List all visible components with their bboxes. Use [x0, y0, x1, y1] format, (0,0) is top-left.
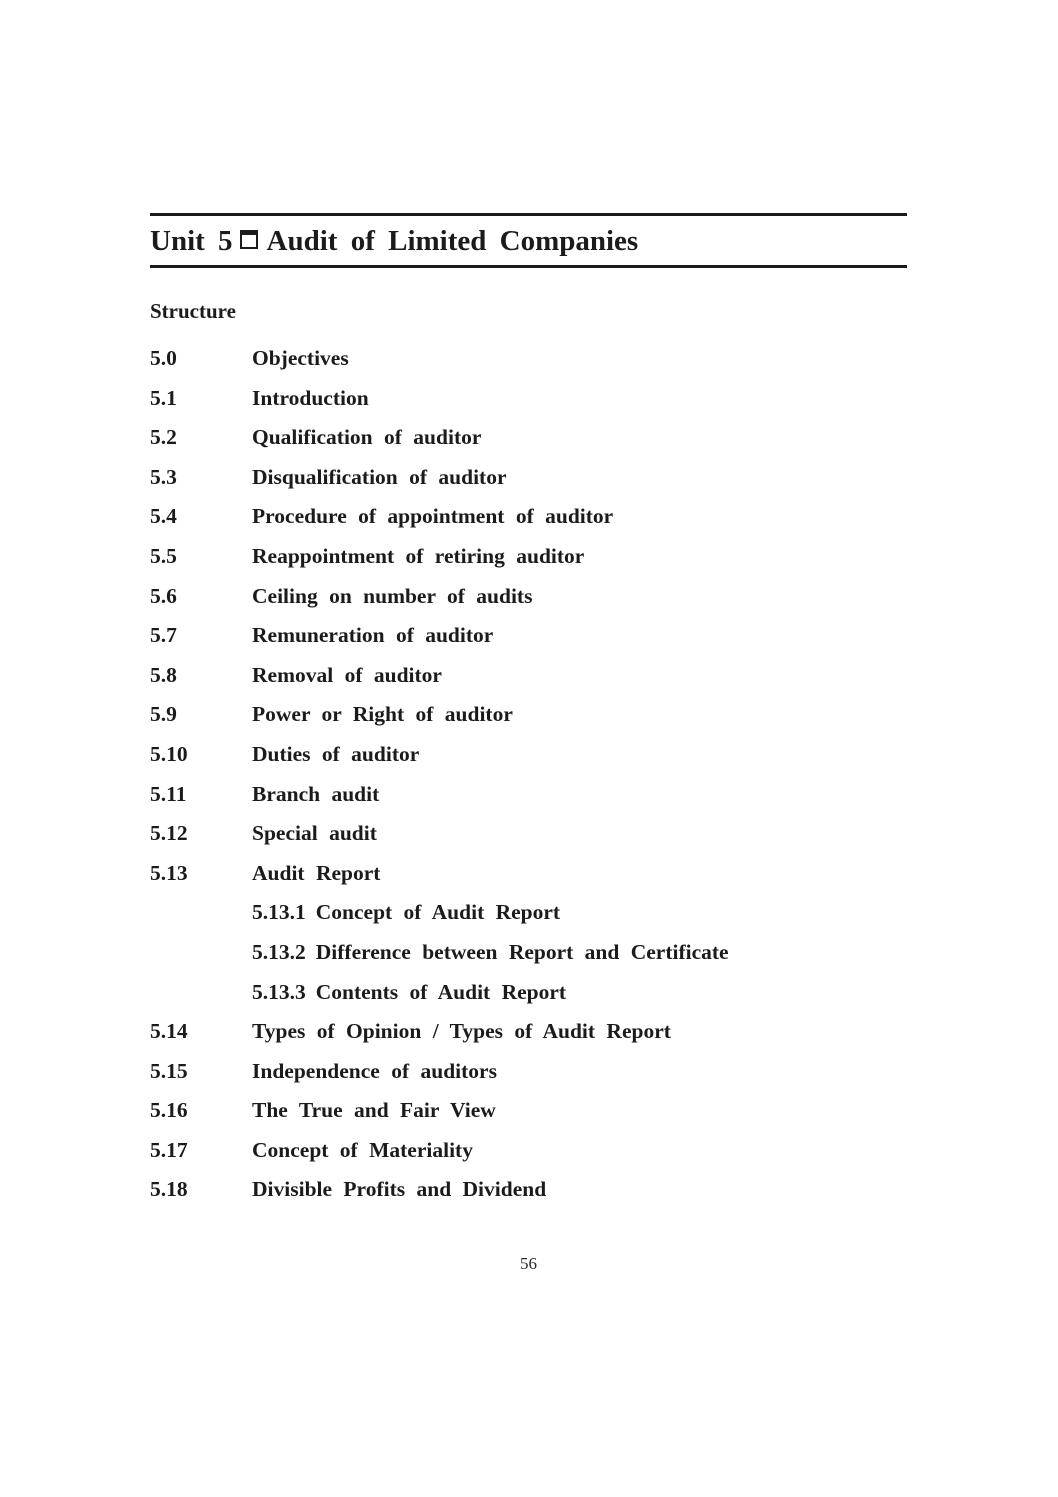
toc-item-label: Introduction — [252, 385, 369, 410]
toc-item-label — [252, 933, 729, 973]
toc-item-label: Independence of auditors — [252, 1058, 497, 1083]
page-title — [150, 222, 907, 260]
toc-item-label: Reappointment of retiring auditor — [252, 543, 585, 568]
toc-subitem-number: 5.13.1 — [252, 900, 306, 925]
toc-item-label: Audit Report — [252, 860, 381, 885]
toc-item — [150, 1091, 907, 1131]
toc-item — [150, 814, 907, 854]
toc-item — [150, 1052, 907, 1092]
toc-item-label: Concept of Materiality — [252, 1137, 473, 1162]
toc-item-label: Types of Opinion / Types of Audit Report — [252, 1019, 671, 1044]
toc-item — [150, 973, 907, 1013]
toc-item-number: 5.15 — [150, 1058, 188, 1083]
toc-item-number: 5.14 — [150, 1019, 188, 1044]
toc-item — [150, 379, 907, 419]
toc-item — [150, 339, 907, 379]
toc-subitem-text: Contents of Audit Report — [315, 979, 567, 1004]
toc-item-label: Ceiling on number of audits — [252, 583, 533, 608]
toc-item-number: 5.17 — [150, 1137, 188, 1162]
unit-title-block — [150, 213, 907, 268]
toc-item-number: 5.7 — [150, 623, 177, 648]
toc-item-number: 5.3 — [150, 464, 177, 489]
toc-item-number: 5.13 — [150, 860, 188, 885]
toc-item-number: 5.8 — [150, 662, 177, 687]
unit-label: Unit 5 — [150, 225, 233, 257]
toc-item — [150, 656, 907, 696]
toc-item-number: 5.5 — [150, 543, 177, 568]
toc-item — [150, 458, 907, 498]
toc-item — [150, 616, 907, 656]
toc-subitem-number: 5.13.2 — [252, 939, 306, 964]
toc-subitem-text: Difference between Report and Certificate — [315, 939, 729, 964]
toc-item-label: Remuneration of auditor — [252, 623, 494, 648]
toc-item — [150, 695, 907, 735]
unit-title-text: Audit of Limited Companies — [266, 225, 639, 257]
toc-item-number: 5.9 — [150, 702, 177, 727]
toc-subitem-text: Concept of Audit Report — [315, 900, 561, 925]
toc-item — [150, 497, 907, 537]
page-content — [150, 213, 907, 1274]
toc-item-label: Branch audit — [252, 781, 380, 806]
toc-item-label: The True and Fair View — [252, 1098, 496, 1123]
toc-item — [150, 1170, 907, 1210]
toc-item — [150, 1131, 907, 1171]
toc-item — [150, 735, 907, 775]
page-number: 56 — [520, 1254, 537, 1274]
toc-item-label — [252, 973, 566, 1013]
toc-item — [150, 1012, 907, 1052]
toc-item-number: 5.10 — [150, 741, 188, 766]
toc-item — [150, 577, 907, 617]
toc-item-number: 5.16 — [150, 1098, 188, 1123]
toc-item-number: 5.2 — [150, 425, 177, 450]
toc-item-label: Divisible Profits and Dividend — [252, 1177, 547, 1202]
toc-item — [150, 893, 907, 933]
toc-item — [150, 854, 907, 894]
toc-subitem-number: 5.13.3 — [252, 979, 306, 1004]
toc-item-number: 5.0 — [150, 346, 177, 370]
toc-item — [150, 537, 907, 577]
toc-item-number: 5.11 — [150, 781, 187, 806]
toc-item-label: Qualification of auditor — [252, 425, 482, 450]
toc-item-number: 5.4 — [150, 504, 177, 529]
toc-item-number: 5.12 — [150, 821, 188, 846]
toc-item-label: Duties of auditor — [252, 741, 420, 766]
toc-item-label: Special audit — [252, 821, 377, 846]
toc-item-number: 5.1 — [150, 385, 177, 410]
toc-item-label: Disqualification of auditor — [252, 464, 507, 489]
unit-box-icon — [240, 230, 258, 249]
toc-item — [150, 933, 907, 973]
toc-item — [150, 775, 907, 815]
structure-heading: Structure — [150, 299, 236, 323]
toc-item-label — [252, 893, 560, 933]
toc-item-label: Power or Right of auditor — [252, 702, 513, 727]
toc-item-label: Objectives — [252, 346, 349, 370]
toc-item-number: 5.18 — [150, 1177, 188, 1202]
toc-item — [150, 418, 907, 458]
toc-list — [150, 339, 907, 1210]
toc-item-number: 5.6 — [150, 583, 177, 608]
toc-item-label: Procedure of appointment of auditor — [252, 504, 614, 529]
toc-item-label: Removal of auditor — [252, 662, 442, 687]
